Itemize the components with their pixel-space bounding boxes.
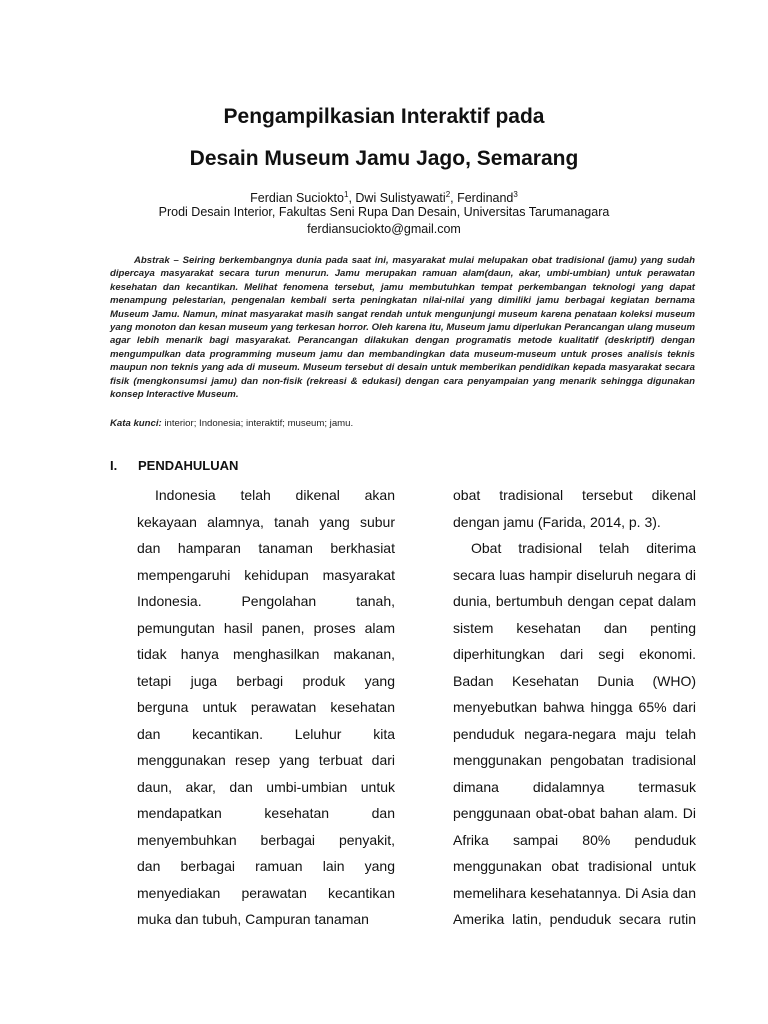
- body-line: dan hamparan tanaman berkhasiat: [137, 540, 395, 556]
- keywords-text: interior; Indonesia; interaktif; museum; jamu.: [161, 418, 354, 429]
- body-column-left: [137, 482, 395, 933]
- body-line: Amerika latin, penduduk secara rutin: [453, 911, 696, 927]
- body-line: menyembuhkan berbagai penyakit,: [137, 831, 395, 848]
- body-line: menyebutkan bahwa hingga 65% dari: [453, 699, 696, 715]
- affiliation: Prodi Desain Interior, Fakultas Seni Rupa Dan Desain, Universitas Tarumanagara: [158, 205, 610, 219]
- author-index: 3: [513, 190, 518, 199]
- body-line: dengan jamu (Farida, 2014, p. 3).: [453, 513, 661, 530]
- body-line: Obat tradisional telah diterima: [471, 540, 696, 556]
- keywords: [110, 418, 353, 429]
- section-heading: [110, 458, 238, 473]
- body-line: penduduk negara-negara maju telah: [453, 725, 696, 742]
- body-line: mendapatkan kesehatan dan: [137, 805, 395, 821]
- body-line: diperhitungkan dari segi ekonomi.: [453, 646, 696, 662]
- body-line: menggunakan obat tradisional untuk: [453, 858, 696, 874]
- body-line: Indonesia. Pengolahan tanah,: [137, 593, 395, 609]
- body-line: obat tradisional tersebut dikenal: [453, 487, 696, 503]
- paper-title-line-2: Desain Museum Jamu Jago, Semarang: [189, 147, 579, 170]
- body-line: dimana didalamnya termasuk: [453, 778, 696, 795]
- body-line: berguna untuk perawatan kesehatan: [137, 699, 395, 715]
- body-column-right: [453, 482, 696, 933]
- abstract-text: Abstrak – Seiring berkembangnya dunia pada saat ini, masyarakat mulai melupakan obat tradisional (jamu) yang sudah dipercaya masyarakat secara turun menurun. Jamu merupakan ramuan alam(daun, akar, umbi-umbian) untuk perawatan kesehatan dan kecantikan. Melihat fenomena tersebut, jamu membutuhkan tempat perkembangan teknologi yang dapat menampung pelestarian, pengenalan kembali serta peningkatan nilai-nilai yang dimiliki jamu berbagai kegiatan bernama Museum Jamu. Namun, minat masyarakat masih sangat rendah untuk mengunjungi museum karena penataan koleksi museum yang monoton dan kesan museum yang terkesan horror. Oleh karena itu, Museum jamu diperlukan Perancangan ulang museum agar lebih menarik bagi masyarakat. Perancangan dilakukan dengan programatis metode kualitatif (deskriptif) dengan mengumpulkan data programming museum jamu dan membandingkan data museum-museum untuk proses analisis teknis maupun non teknis yang ada di museum. Museum tersebut di desain untuk memberikan pendidikan kepada masyarakat secara fisik (mengkonsumsi jamu) dan non-fisik (rekreasi & edukasi) dengan cara penyampaian yang menarik sehingga digunakan konsep Interactive Museum.: [110, 255, 695, 401]
- body-line: tidak hanya menghasilkan makanan,: [137, 646, 395, 662]
- body-line: memelihara kesehatannya. Di Asia dan: [453, 884, 696, 901]
- keywords-label: Kata kunci:: [110, 418, 162, 429]
- body-line: Badan Kesehatan Dunia (WHO): [453, 672, 696, 689]
- body-line: muka dan tubuh, Campuran tanaman: [137, 911, 369, 927]
- body-line: Afrika sampai 80% penduduk: [453, 831, 696, 848]
- body-line: tetapi juga berbagi produk yang: [137, 672, 395, 689]
- body-line: sistem kesehatan dan penting: [453, 619, 696, 636]
- body-line: Indonesia telah dikenal akan: [155, 487, 395, 503]
- body-line: menggunakan resep yang terbuat dari: [137, 752, 395, 768]
- author-email: ferdiansuciokto@gmail.com: [307, 222, 461, 236]
- body-line: kekayaan alamnya, tanah yang subur: [137, 513, 395, 530]
- paper-title-line-1: Pengampilkasian Interaktif pada: [223, 105, 545, 128]
- body-line: secara luas hampir diseluruh negara di: [453, 566, 696, 583]
- author-name: , Dwi Sulistyawati: [348, 191, 446, 205]
- body-line: dan kecantikan. Leluhur kita: [137, 725, 395, 742]
- author-name: , Ferdinand: [450, 191, 514, 205]
- body-line: penggunaan obat-obat bahan alam. Di: [453, 805, 696, 821]
- author-name: Ferdian Suciokto: [250, 191, 344, 205]
- section-title: PENDAHULUAN: [138, 458, 239, 473]
- section-number: I.: [110, 458, 118, 473]
- body-line: menggunakan pengobatan tradisional: [453, 752, 696, 768]
- body-line: pemungutan hasil panen, proses alam: [137, 619, 395, 636]
- body-line: mempengaruhi kehidupan masyarakat: [137, 566, 395, 583]
- body-line: dan berbagai ramuan lain yang: [137, 858, 395, 874]
- body-line: menyediakan perawatan kecantikan: [137, 884, 395, 901]
- author-index: 1: [343, 190, 349, 199]
- body-line: daun, akar, dan umbi-umbian untuk: [137, 778, 395, 795]
- body-line: dunia, bertumbuh dengan cepat dalam: [453, 593, 696, 609]
- author-index: 2: [445, 190, 451, 199]
